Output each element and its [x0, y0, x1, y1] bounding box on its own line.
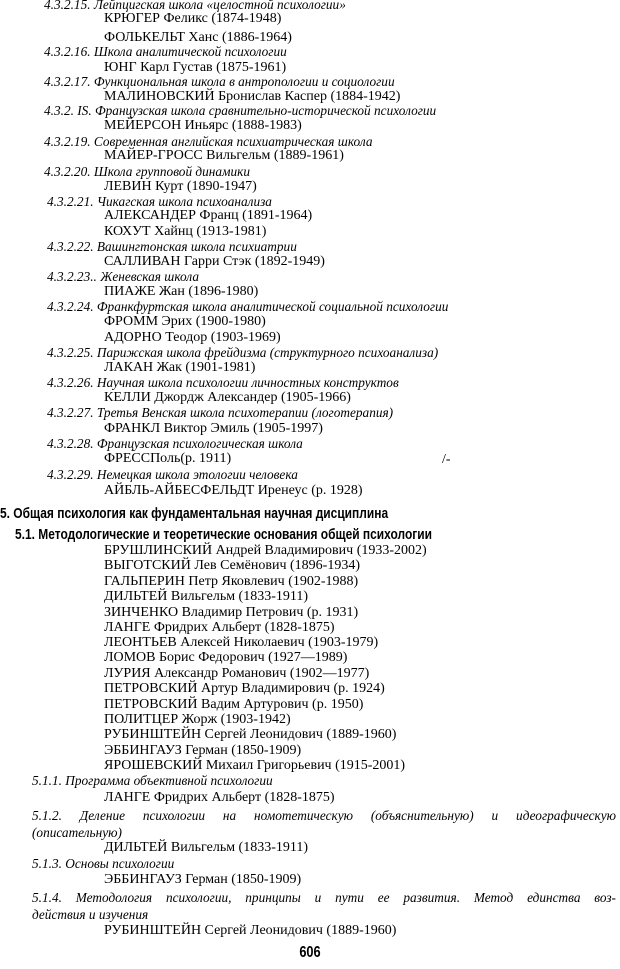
- name-entry: ЮНГ Карл Густав (1875-1961): [104, 60, 287, 75]
- section-heading: 4.3.2.19. Современная английская психиатрическая школа: [44, 134, 373, 149]
- name-entry: ПОЛИТЦЕР Жорж (1903-1942): [104, 712, 291, 727]
- name-entry: КОХУТ Хайнц (1913-1981): [104, 224, 267, 239]
- name-entry: АЛЕКСАНДЕР Франц (1891-1964): [104, 208, 313, 223]
- name-entry: РУБИНШТЕЙН Сергей Леонидович (1889-1960): [104, 727, 397, 742]
- name-entry: РУБИНШТЕЙН Сергей Леонидович (1889-1960): [104, 923, 397, 938]
- name-entry: ФРЕССПоль(р. 1911): [104, 451, 232, 466]
- name-entry: ЛАНГЕ Фридрих Альберт (1828-1875): [104, 790, 335, 805]
- chapter-heading: 5.1. Методологические и теоретические основания общей психологии: [15, 527, 432, 543]
- name-entry: АЙБЛЬ-АЙБЕСФЕЛЬДТ Иренеус (р. 1928): [104, 483, 363, 498]
- name-entry: ЛОМОВ Борис Федорович (1927—1989): [104, 650, 348, 665]
- section-heading: 5.1.4. Методология психологии, принципы и пути ее развития. Метод единства воз-: [32, 890, 616, 905]
- name-entry: ЭББИНГАУЗ Герман (1850-1909): [104, 743, 302, 758]
- name-entry: ЗИНЧЕНКО Владимир Петрович (р. 1931): [104, 605, 359, 620]
- section-heading: 5.1.1. Программа объективной психологии: [32, 773, 273, 788]
- name-entry: ЛАКАН Жак (1901-1981): [104, 360, 256, 375]
- section-heading: 4.3.2.15. Лейпцигская школа «целостной психологии»: [44, 0, 346, 12]
- section-heading: 4.3.2. IS. Французская школа сравнительно-исторической психологии: [44, 103, 437, 118]
- name-entry: ЯРОШЕВСКИЙ Михаил Григорьевич (1915-2001): [104, 758, 406, 773]
- section-heading: 4.3.2.17. Функциональная школа в антропологии и социологии: [44, 74, 395, 89]
- stray-mark: /-: [442, 452, 451, 467]
- section-heading: 4.3.2.22. Вашингтонская школа психиатрии: [47, 239, 297, 254]
- section-heading: 4.3.2.24. Франкфуртская школа аналитической социальной психологии: [47, 299, 449, 314]
- section-heading: 4.3.2.27. Третья Венская школа психотерапии (логотерапия): [47, 405, 394, 420]
- section-heading: 4.3.2.20. Школа групповой динамики: [44, 164, 251, 179]
- name-entry: ВЫГОТСКИЙ Лев Семёнович (1896-1934): [104, 558, 360, 573]
- name-entry: КРЮГЕР Феликс (1874-1948): [104, 11, 282, 26]
- section-heading: 4.3.2.23.. Женевская школа: [47, 269, 199, 284]
- name-entry: ПЕТРОВСКИЙ Вадим Артурович (р. 1950): [104, 697, 364, 712]
- name-entry: ПЕТРОВСКИЙ Артур Владимирович (р. 1924): [104, 681, 385, 696]
- section-heading: (описательную): [32, 825, 122, 840]
- section-heading: 4.3.2.29. Немецкая школа этологии человека: [47, 467, 298, 482]
- name-entry: ЛУРИЯ Александр Романович (1902—1977): [104, 666, 370, 681]
- section-heading: 5.1.2. Деление психологии на номотетическую (объяснительную) и идеографическую: [32, 808, 616, 823]
- section-heading: 4.3.2.16. Школа аналитической психологии: [44, 44, 287, 59]
- name-entry: КЕЛЛИ Джордж Александер (1905-1966): [104, 390, 351, 405]
- section-heading: действия и изучения: [32, 907, 149, 922]
- name-entry: МАЛИНОВСКИЙ Бронислав Каспер (1884-1942): [104, 89, 401, 104]
- name-entry: АДОРНО Теодор (1903-1969): [104, 330, 281, 345]
- name-entry: ФОЛЬКЕЛЬТ Ханс (1886-1964): [104, 30, 292, 45]
- name-entry: ФРОММ Эрих (1900-1980): [104, 314, 266, 329]
- name-entry: ЛЕВИН Курт (1890-1947): [104, 179, 257, 194]
- name-entry: МАЙЕР-ГРОСС Вильгельм (1889-1961): [104, 148, 344, 163]
- section-heading: 5.1.3. Основы психологии: [32, 856, 175, 871]
- name-entry: МЕЙЕРСОН Иньярс (1888-1983): [104, 118, 302, 133]
- page-number: 606: [299, 944, 321, 961]
- name-entry: САЛЛИВАН Гарри Стэк (1892-1949): [104, 254, 325, 269]
- name-entry: ПИАЖЕ Жан (1896-1980): [104, 284, 259, 299]
- section-heading: 4.3.2.28. Французская психологическая школа: [47, 436, 303, 451]
- section-heading: 4.3.2.25. Парижская школа фрейдизма (структурного психоанализа): [47, 345, 439, 360]
- name-entry: ДИЛЬТЕЙ Вильгельм (1833-1911): [104, 840, 309, 855]
- name-entry: БРУШЛИНСКИЙ Андрей Владимирович (1933-2002): [104, 543, 427, 558]
- chapter-heading: 5. Общая психология как фундаментальная научная дисциплина: [0, 506, 389, 522]
- section-heading: 4.3.2.26. Научная школа психологии личностных конструктов: [47, 375, 399, 390]
- section-heading: 4.3.2.21. Чикагская школа психоанализа: [47, 194, 272, 209]
- name-entry: ЛАНГЕ Фридрих Альберт (1828-1875): [104, 620, 335, 635]
- name-entry: ЛЕОНТЬЕВ Алексей Николаевич (1903-1979): [104, 635, 379, 650]
- name-entry: ЭББИНГАУЗ Герман (1850-1909): [104, 872, 302, 887]
- name-entry: ДИЛЬТЕЙ Вильгельм (1833-1911): [104, 589, 309, 604]
- name-entry: ФРАНКЛ Виктор Эмиль (1905-1997): [104, 421, 323, 436]
- name-entry: ГАЛЬПЕРИН Петр Яковлевич (1902-1988): [104, 574, 359, 589]
